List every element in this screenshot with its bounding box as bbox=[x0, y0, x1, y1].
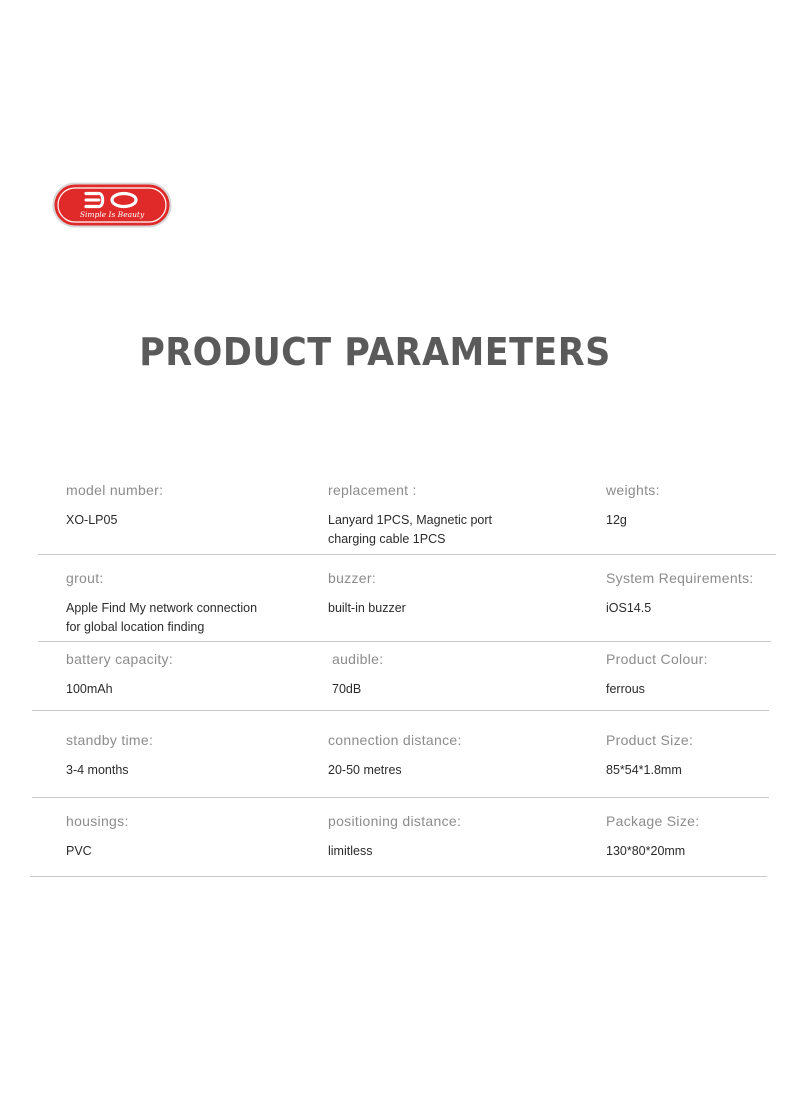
parameter-cell bbox=[328, 482, 492, 549]
parameter-value: iOS14.5 bbox=[606, 601, 652, 615]
parameter-label: replacement : bbox=[328, 482, 417, 498]
parameter-value: 3-4 months bbox=[66, 763, 129, 777]
row-divider bbox=[32, 710, 769, 711]
parameter-value: 70dB bbox=[332, 682, 362, 696]
parameter-cell bbox=[328, 570, 406, 618]
page-title: PRODUCT PARAMETERS bbox=[139, 330, 611, 374]
parameter-label: audible: bbox=[332, 651, 384, 667]
parameter-label: positioning distance: bbox=[328, 813, 462, 829]
parameter-label: buzzer: bbox=[328, 570, 377, 586]
parameter-label: Product Size: bbox=[606, 732, 694, 748]
parameter-label: Package Size: bbox=[606, 813, 700, 829]
parameter-value: limitless bbox=[328, 844, 373, 858]
parameter-value: Apple Find My network connection for global location finding bbox=[66, 601, 258, 634]
parameter-value: Lanyard 1PCS, Magnetic port charging cable 1PCS bbox=[328, 513, 492, 546]
parameter-cell bbox=[66, 651, 173, 699]
parameter-value: PVC bbox=[66, 844, 92, 858]
parameter-value: built-in buzzer bbox=[328, 601, 406, 615]
parameter-cell bbox=[66, 732, 153, 780]
parameter-label: connection distance: bbox=[328, 732, 462, 748]
parameter-cell bbox=[332, 651, 383, 699]
parameter-label: standby time: bbox=[66, 732, 154, 748]
parameter-label: battery capacity: bbox=[66, 651, 174, 667]
parameter-value: 20-50 metres bbox=[328, 763, 402, 777]
row-divider bbox=[32, 797, 769, 798]
brand-logo bbox=[52, 182, 172, 228]
parameter-cell bbox=[606, 651, 708, 699]
parameter-cell bbox=[328, 813, 461, 861]
row-divider bbox=[38, 554, 776, 555]
parameter-label: System Requirements: bbox=[606, 570, 754, 586]
parameter-cell bbox=[606, 813, 699, 861]
row-divider bbox=[30, 876, 767, 877]
parameter-cell bbox=[606, 482, 660, 530]
parameter-label: weights: bbox=[606, 482, 660, 498]
parameter-value: 85*54*1.8mm bbox=[606, 763, 682, 777]
parameter-label: model number: bbox=[66, 482, 164, 498]
parameter-cell bbox=[606, 732, 693, 780]
parameter-cell bbox=[66, 482, 163, 530]
parameter-value: XO-LP05 bbox=[66, 513, 118, 527]
parameter-value: 130*80*20mm bbox=[606, 844, 686, 858]
row-divider bbox=[38, 641, 771, 642]
parameter-value: ferrous bbox=[606, 682, 645, 696]
parameter-cell bbox=[66, 570, 257, 637]
parameter-label: Product Colour: bbox=[606, 651, 708, 667]
parameter-cell bbox=[66, 813, 129, 861]
parameter-label: grout: bbox=[66, 570, 104, 586]
parameter-cell bbox=[328, 732, 462, 780]
parameter-value: 12g bbox=[606, 513, 627, 527]
parameter-label: housings: bbox=[66, 813, 129, 829]
parameter-value: 100mAh bbox=[66, 682, 113, 696]
parameter-cell bbox=[606, 570, 754, 618]
brand-slogan: Simple Is Beauty bbox=[79, 210, 145, 219]
